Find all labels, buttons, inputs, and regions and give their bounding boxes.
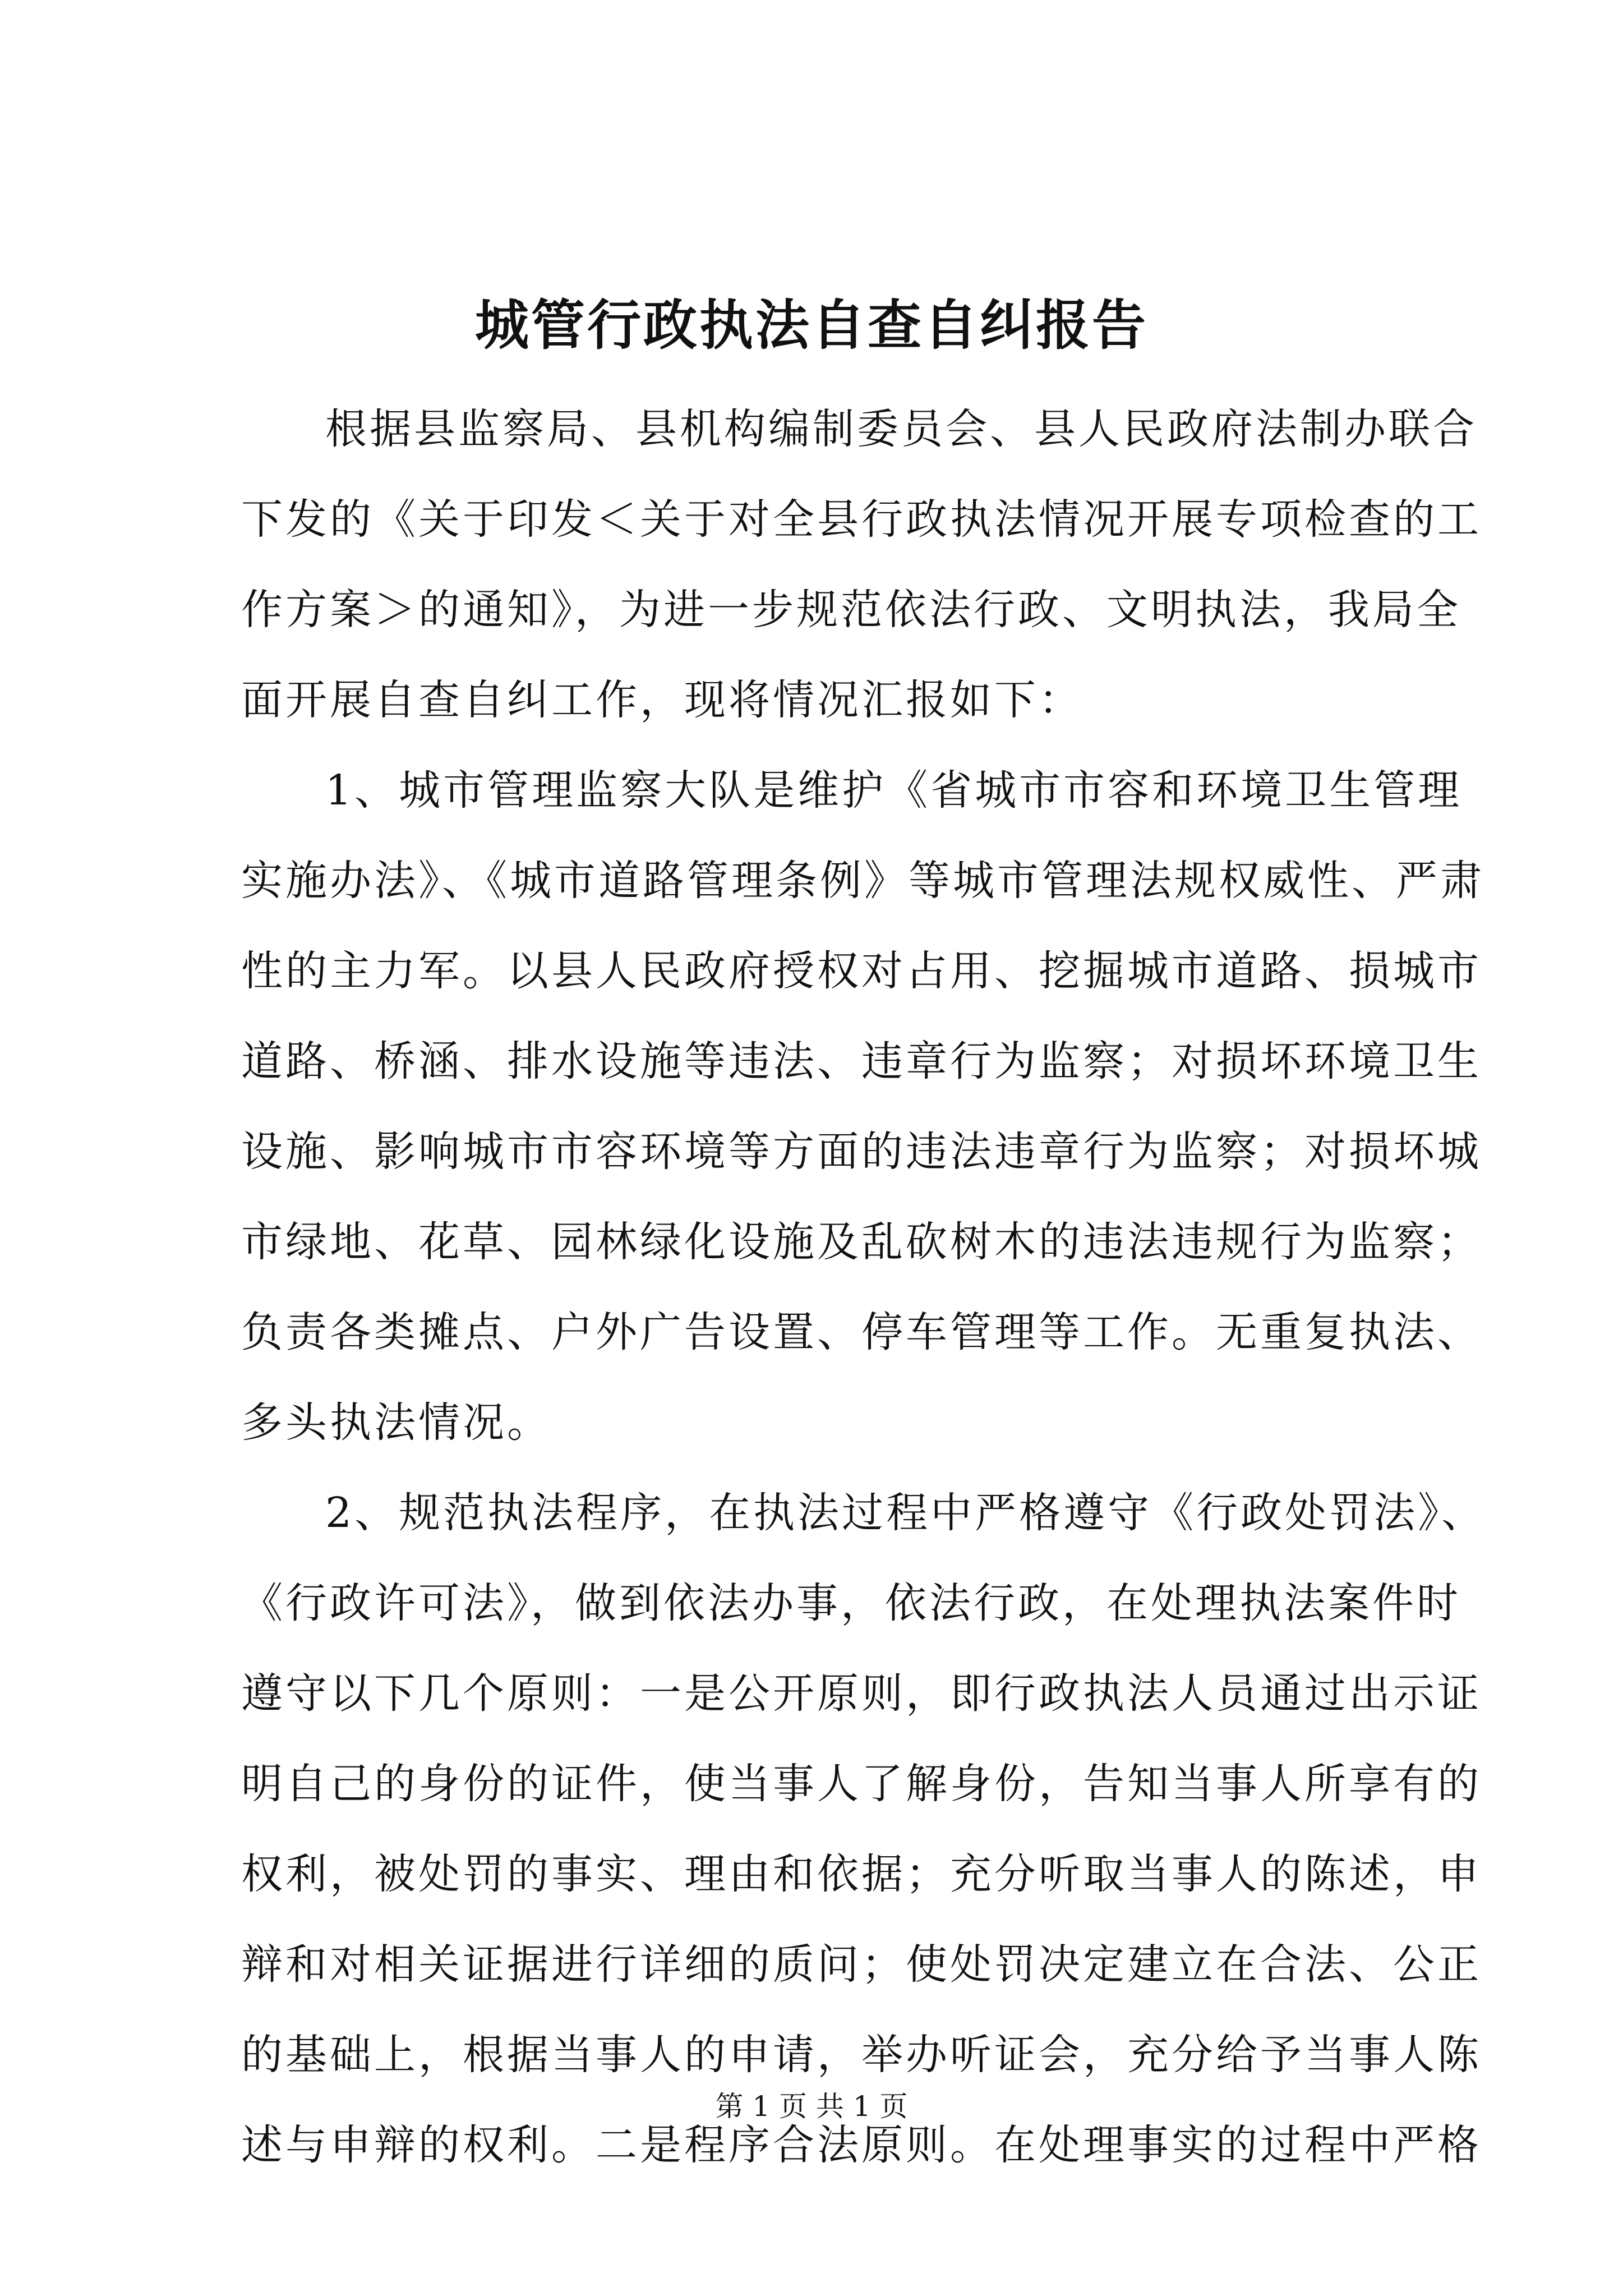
paragraph-2-line-3: 性的主力军。以县人民政府授权对占用、挖掘城市道路、损城市 (241, 947, 1482, 995)
paragraph-3-line-2: 《行政许可法》，做到依法办事，依法行政，在处理执法案件时 (241, 1579, 1461, 1627)
paragraph-1-line-1: 根据县监察局、县机构编制委员会、县人民政府法制办联合 (325, 405, 1477, 453)
paragraph-3-line-5: 权利，被处罚的事实、理由和依据；充分听取当事人的陈述，申 (241, 1850, 1482, 1898)
paragraph-2-line-7: 负责各类摊点、户外广告设置、停车管理等工作。无重复执法、 (241, 1308, 1482, 1356)
paragraph-3-line-6: 辩和对相关证据进行详细的质问；使处罚决定建立在合法、公正 (241, 1940, 1482, 1989)
paragraph-3-line-8: 述与申辩的权利。二是程序合法原则。在处理事实的过程中严格 (241, 2121, 1482, 2169)
paragraph-2-line-6: 市绿地、花草、园林绿化设施及乱砍树木的违法违规行为监察； (241, 1218, 1482, 1266)
paragraph-2-line-2: 实施办法》、《城市道路管理条例》等城市管理法规权威性、严肃 (241, 857, 1484, 905)
paragraph-2-line-5: 设施、影响城市市容环境等方面的违法违章行为监察；对损坏城 (241, 1128, 1482, 1176)
paragraph-1-line-3: 作方案＞的通知》，为进一步规范依法行政、文明执法，我局全 (241, 586, 1461, 634)
paragraph-1-line-4: 面开展自查自纠工作，现将情况汇报如下： (241, 676, 1083, 724)
paragraph-2-line-1: 1、城市管理监察大队是维护《省城市市容和环境卫生管理 (325, 766, 1463, 815)
paragraph-1-line-2: 下发的《关于印发＜关于对全县行政执法情况开展专项检查的工 (241, 495, 1482, 544)
paragraph-3-line-3: 遵守以下几个原则：一是公开原则，即行政执法人员通过出示证 (241, 1669, 1482, 1718)
page-footer: 第 1 页 共 1 页 (715, 2090, 908, 2123)
paragraph-2-line-4: 道路、桥涵、排水设施等违法、违章行为监察；对损坏环境卫生 (241, 1037, 1482, 1085)
document-title: 城管行政执法自查自纠报告 (475, 293, 1148, 357)
paragraph-3-line-4: 明自己的身份的证件，使当事人了解身份，告知当事人所享有的 (241, 1760, 1482, 1808)
paragraph-3-line-7: 的基础上，根据当事人的申请，举办听证会，充分给予当事人陈 (241, 2031, 1482, 2079)
document-body (241, 384, 1486, 2191)
paragraph-2-line-8: 多头执法情况。 (241, 1398, 551, 1447)
paragraph-3-line-1: 2、规范执法程序，在执法过程中严格遵守《行政处罚法》、 (325, 1489, 1486, 1537)
